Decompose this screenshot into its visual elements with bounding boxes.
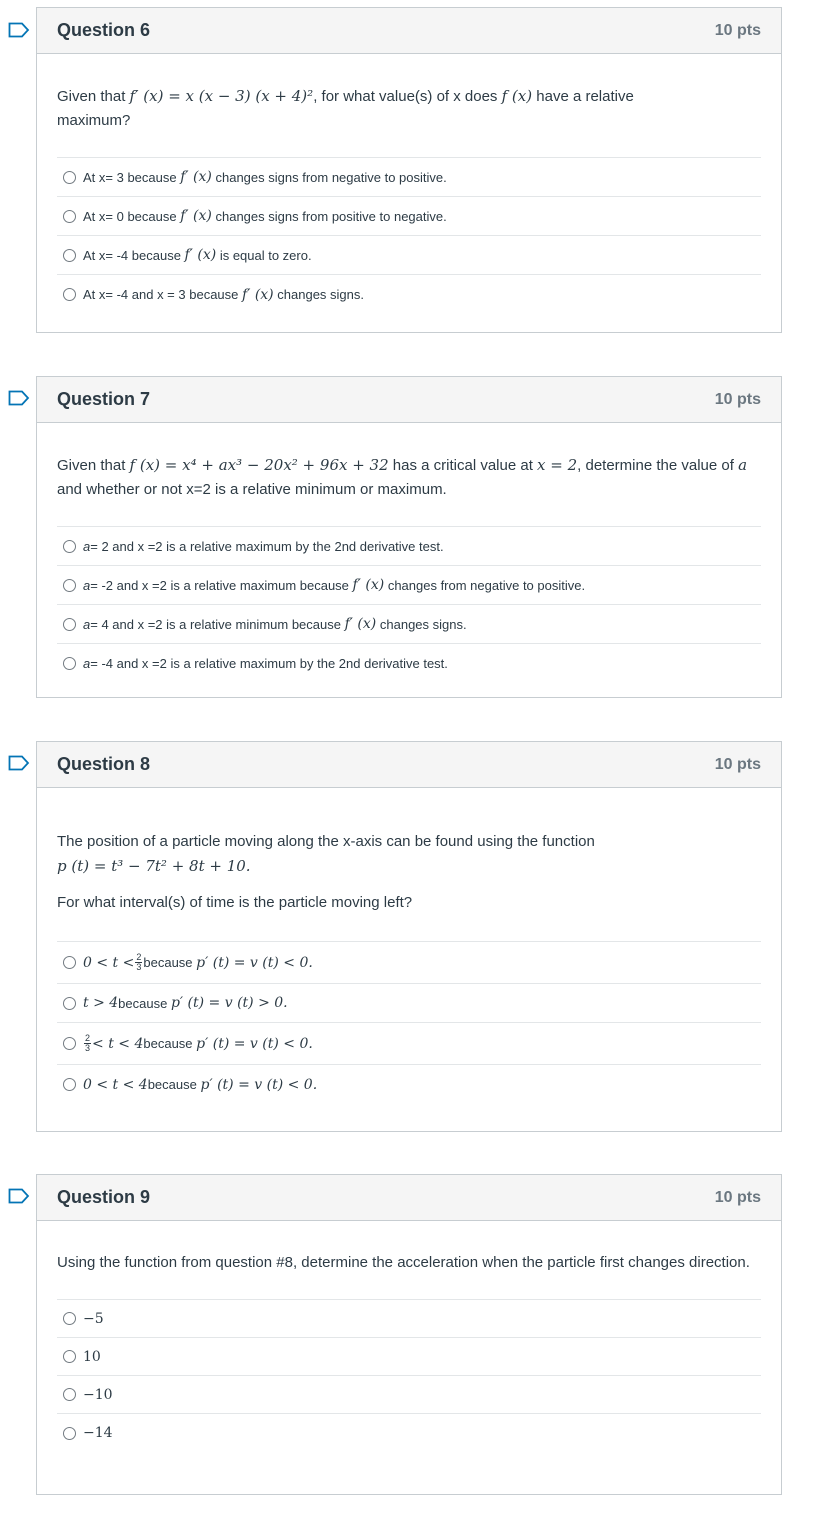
radio-button[interactable] [63, 657, 76, 670]
radio-button[interactable] [63, 1312, 76, 1325]
answer-option[interactable]: t > 4 because p′ (t) = v (t) > 0. [57, 984, 761, 1023]
answer-option[interactable]: 0 < t < 4 because p′ (t) = v (t) < 0. [57, 1065, 761, 1104]
radio-button[interactable] [63, 171, 76, 184]
radio-button[interactable] [63, 210, 76, 223]
answer-list [57, 941, 761, 1104]
question-7 [36, 376, 782, 698]
radio-button[interactable] [63, 997, 76, 1010]
answer-option[interactable]: −10 [57, 1376, 761, 1414]
question-title: Question 7 [57, 389, 151, 409]
answer-option[interactable]: a = -4 and x =2 is a relative maximum by the 2nd derivative test. [57, 644, 761, 683]
question-text: Given that f (x) = x⁴ + ax³ − 20x² + 96x + 32 has a critical value at x = 2, determine the value of a and whether or not x=2 is a relative minimum or maximum. [57, 456, 748, 498]
answer-list [57, 1299, 761, 1452]
radio-button[interactable] [63, 956, 76, 969]
answer-option[interactable]: 10 [57, 1338, 761, 1376]
fraction: $\frac{2}{3}$ [85, 1033, 91, 1053]
flag-question-6-icon[interactable] [8, 22, 30, 38]
answer-option[interactable]: 0 < t < $\frac{2}{3}$ because p′ (t) = v (t) < 0. [57, 942, 761, 984]
flag-question-8-icon[interactable] [8, 755, 30, 771]
radio-button[interactable] [63, 579, 76, 592]
radio-button[interactable] [63, 1388, 76, 1401]
radio-button[interactable] [63, 288, 76, 301]
fraction: $\frac{2}{3}$ [136, 952, 142, 972]
question-title: Question 8 [57, 754, 151, 774]
radio-button[interactable] [63, 618, 76, 631]
answer-option[interactable]: $\frac{2}{3}$ < t < 4 because p′ (t) = v (t) < 0. [57, 1023, 761, 1065]
question-points: 10 pts [714, 1188, 761, 1206]
flag-question-9-icon[interactable] [8, 1188, 30, 1204]
answer-list [57, 157, 761, 314]
answer-list [57, 526, 761, 683]
question-text: Using the function from question #8, determine the acceleration when the particle first changes direction. [57, 1254, 750, 1271]
question-9 [36, 1174, 782, 1495]
flag-question-7-icon[interactable] [8, 390, 30, 406]
question-text: Given that f′ (x) = x (x − 3) (x + 4)², for what value(s) of x does f (x) have a relative maximum? [57, 87, 634, 129]
radio-button[interactable] [63, 249, 76, 262]
question-8 [36, 741, 782, 1132]
answer-option[interactable]: −14 [57, 1414, 761, 1452]
answer-option[interactable]: a = 4 and x =2 is a relative minimum because f′ (x) changes signs. [57, 605, 761, 644]
radio-button[interactable] [63, 540, 76, 553]
question-points: 10 pts [714, 21, 761, 39]
answer-option[interactable]: −5 [57, 1300, 761, 1338]
question-text: The position of a particle moving along the x-axis can be found using the function p (t) = t³ − 7t² + 8t + 10. For what interval(s) of time is the particle moving left? [57, 833, 595, 911]
radio-button[interactable] [63, 1427, 76, 1440]
question-6 [36, 7, 782, 333]
answer-option[interactable]: a = -2 and x =2 is a relative maximum because f′ (x) changes from negative to positive. [57, 566, 761, 605]
question-header [37, 377, 781, 423]
answer-option[interactable]: At x= 3 because f′ (x) changes signs from negative to positive. [57, 158, 761, 197]
question-title: Question 9 [57, 1187, 151, 1207]
radio-button[interactable] [63, 1078, 76, 1091]
answer-option[interactable]: At x= -4 because f′ (x) is equal to zero. [57, 236, 761, 275]
question-header [37, 1175, 781, 1221]
question-header [37, 742, 781, 788]
radio-button[interactable] [63, 1350, 76, 1363]
answer-option[interactable]: At x= 0 because f′ (x) changes signs from positive to negative. [57, 197, 761, 236]
question-title: Question 6 [57, 20, 151, 40]
radio-button[interactable] [63, 1037, 76, 1050]
question-points: 10 pts [714, 390, 761, 408]
question-header [37, 8, 781, 54]
answer-option[interactable]: At x= -4 and x = 3 because f′ (x) changes signs. [57, 275, 761, 314]
question-points: 10 pts [714, 755, 761, 773]
answer-option[interactable]: a = 2 and x =2 is a relative maximum by the 2nd derivative test. [57, 527, 761, 566]
